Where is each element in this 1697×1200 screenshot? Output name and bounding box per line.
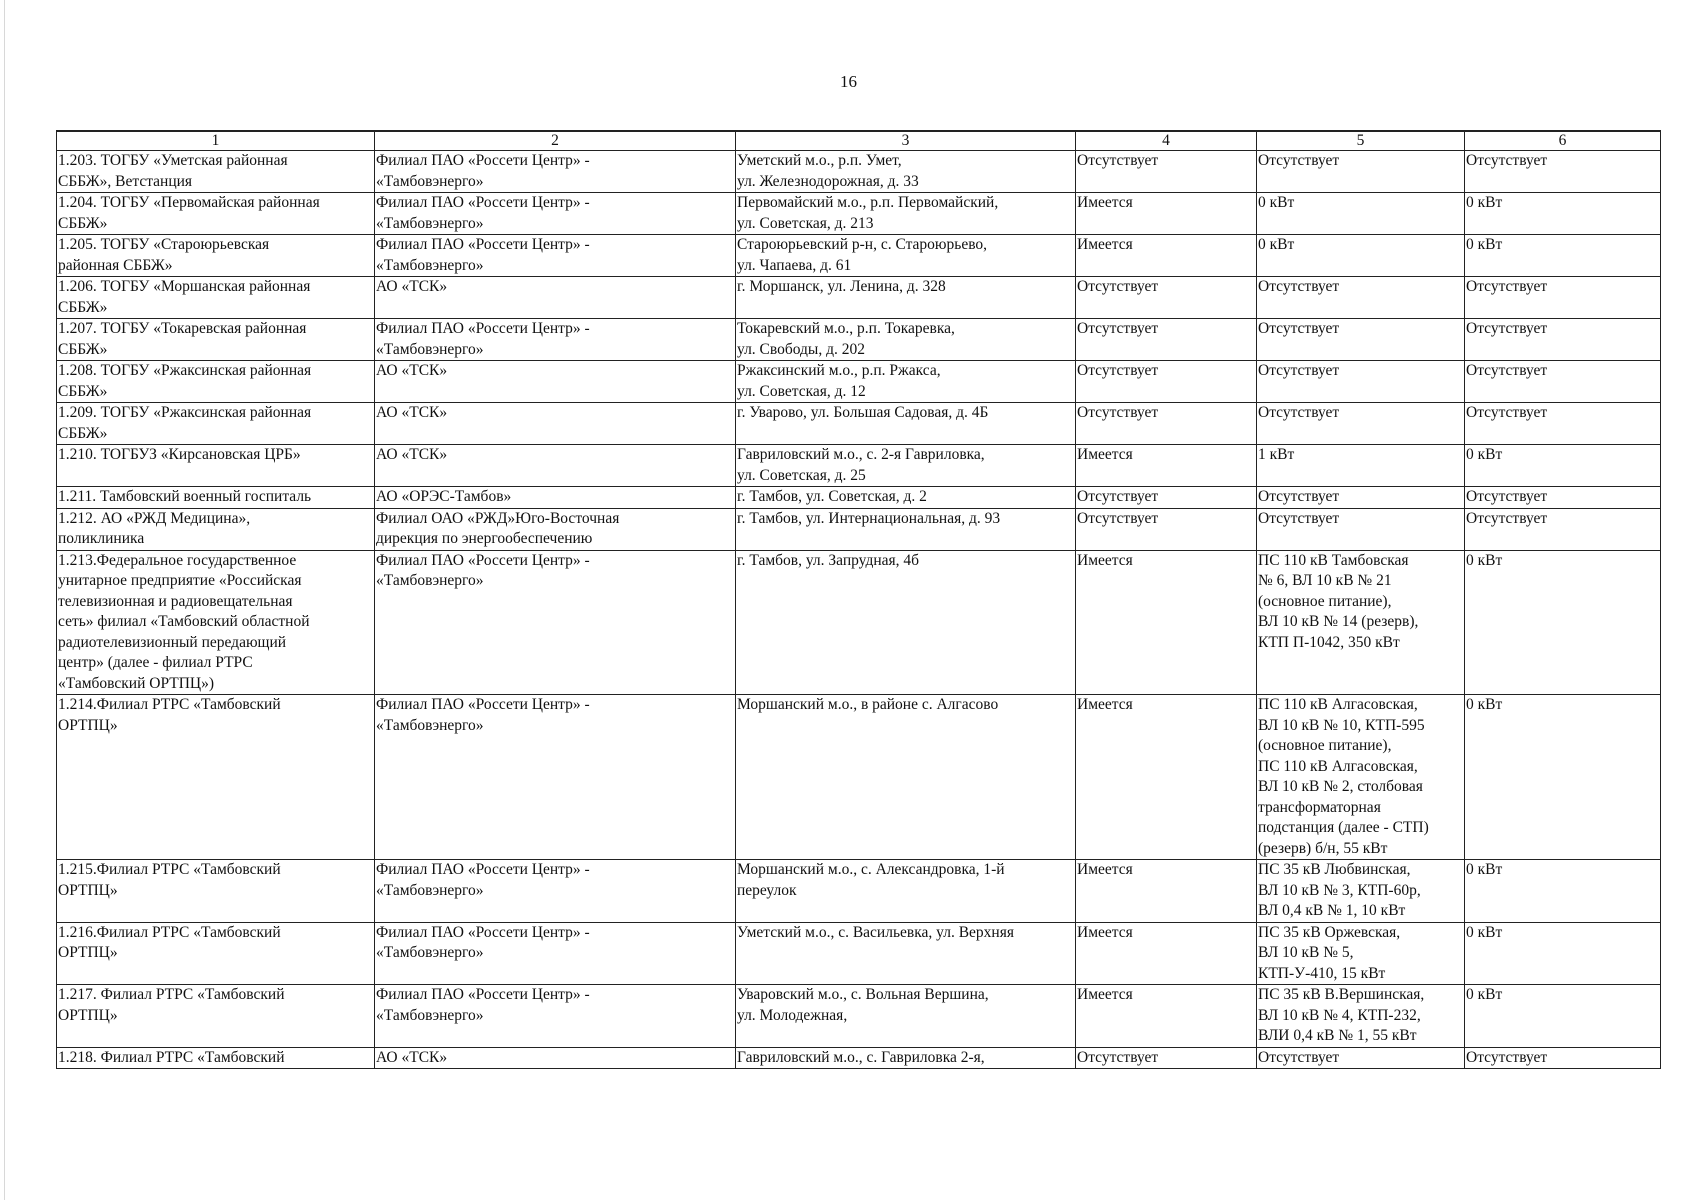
table-row bbox=[57, 922, 1661, 985]
cell-line: 1.209. ТОГБУ «Ржаксинская районная bbox=[58, 404, 312, 421]
cell-line: Имеется bbox=[1077, 446, 1133, 463]
cell-line: ПС 35 кВ Оржевская, bbox=[1258, 923, 1401, 941]
cell-line: Староюрьевский р-н, с. Староюрьево, bbox=[737, 236, 988, 253]
facility-name-cell bbox=[57, 319, 375, 361]
cell-line: «Тамбовэнерго» bbox=[376, 256, 484, 274]
cell-line: Имеется bbox=[1077, 986, 1133, 1003]
address-cell bbox=[736, 1047, 1076, 1069]
facility-name-cell bbox=[57, 487, 375, 509]
grid-company-cell bbox=[375, 319, 736, 361]
table-row bbox=[57, 277, 1661, 319]
cell-line: (основное питание), bbox=[1258, 737, 1392, 754]
table-row bbox=[57, 1047, 1661, 1069]
facility-name-cell bbox=[57, 235, 375, 277]
table-header-row bbox=[57, 131, 1661, 151]
cell-line: ВЛ 10 кВ № 10, КТП-595 bbox=[1258, 716, 1425, 734]
address-cell bbox=[736, 985, 1076, 1048]
reserve-power-cell bbox=[1465, 361, 1661, 403]
table-row bbox=[57, 550, 1661, 695]
cell-line: подстанция (далее - СТП) bbox=[1258, 819, 1429, 836]
cell-line: АО «ТСК» bbox=[376, 404, 448, 421]
cell-line: Отсутствует bbox=[1466, 1048, 1548, 1066]
cell-line: Отсутствует bbox=[1258, 488, 1340, 505]
column-header-1: 1 bbox=[57, 131, 375, 151]
cell-line: Отсутствует bbox=[1258, 152, 1340, 169]
address-cell bbox=[736, 445, 1076, 487]
cell-line: ВЛ 10 кВ № 14 (резерв), bbox=[1258, 613, 1419, 630]
grid-company-cell bbox=[375, 985, 736, 1048]
cell-line: СББЖ» bbox=[58, 340, 108, 358]
cell-line: «Тамбовский ОРТПЦ») bbox=[58, 674, 215, 692]
cell-line: Отсутствует bbox=[1077, 320, 1159, 337]
table-row bbox=[57, 985, 1661, 1048]
cell-line: Филиал ПАО «Россети Центр» - bbox=[376, 551, 590, 569]
grid-company-cell bbox=[375, 361, 736, 403]
cell-line: Филиал ПАО «Россети Центр» - bbox=[376, 986, 590, 1003]
cell-line: «Тамбовэнерго» bbox=[376, 716, 484, 734]
facility-name-cell bbox=[57, 550, 375, 695]
table-row bbox=[57, 508, 1661, 550]
cell-line: ВЛ 0,4 кВ № 1, 10 кВт bbox=[1258, 902, 1406, 919]
cell-line: ул. Советская, д. 213 bbox=[737, 214, 874, 232]
cell-line: дирекция по энергообеспечению bbox=[376, 530, 593, 547]
address-cell bbox=[736, 277, 1076, 319]
cell-line: 0 кВт bbox=[1466, 551, 1503, 569]
cell-line: Имеется bbox=[1077, 194, 1133, 211]
cell-line: 0 кВт bbox=[1466, 923, 1503, 941]
cell-line: Отсутствует bbox=[1466, 320, 1548, 337]
cell-line: ул. Советская, д. 12 bbox=[737, 382, 866, 400]
cell-line: ул. Железнодорожная, д. 33 bbox=[737, 172, 919, 190]
cell-line: КТП-У-410, 15 кВт bbox=[1258, 964, 1386, 982]
cell-line: ОРТПЦ» bbox=[58, 944, 118, 961]
cell-line: (резерв) б/н, 55 кВт bbox=[1258, 839, 1388, 857]
cell-line: Отсутствует bbox=[1258, 404, 1340, 421]
availability-cell bbox=[1076, 1047, 1257, 1069]
cell-line: 1.205. ТОГБУ «Староюрьевская bbox=[58, 236, 270, 253]
power-source-cell bbox=[1257, 235, 1465, 277]
cell-line: ул. Молодежная, bbox=[737, 1006, 848, 1024]
cell-line: Гавриловский м.о., с. Гавриловка 2-я, bbox=[737, 1048, 985, 1066]
cell-line: ОРТПЦ» bbox=[58, 881, 118, 899]
cell-line: АО «ТСК» bbox=[376, 446, 448, 463]
availability-cell bbox=[1076, 361, 1257, 403]
cell-line: Имеется bbox=[1077, 861, 1133, 878]
grid-company-cell bbox=[375, 235, 736, 277]
table-row bbox=[57, 403, 1661, 445]
facility-name-cell bbox=[57, 193, 375, 235]
data-table bbox=[56, 130, 1661, 1069]
cell-line: Отсутствует bbox=[1258, 278, 1340, 295]
cell-line: 0 кВт bbox=[1466, 446, 1503, 463]
cell-line: 1.212. АО «РЖД Медицина», bbox=[58, 509, 251, 527]
cell-line: Отсутствует bbox=[1466, 362, 1548, 379]
address-cell bbox=[736, 403, 1076, 445]
cell-line: Моршанский м.о., с. Александровка, 1-й bbox=[737, 861, 1005, 878]
cell-line: 0 кВт bbox=[1466, 986, 1503, 1003]
facility-name-cell bbox=[57, 277, 375, 319]
power-source-cell bbox=[1257, 403, 1465, 445]
cell-line: ВЛ 10 кВ № 5, bbox=[1258, 944, 1354, 961]
reserve-power-cell bbox=[1465, 1047, 1661, 1069]
cell-line: унитарное предприятие «Российская bbox=[58, 572, 302, 589]
availability-cell bbox=[1076, 403, 1257, 445]
cell-line: радиотелевизионный передающий bbox=[58, 633, 287, 651]
cell-line: СББЖ» bbox=[58, 298, 108, 316]
availability-cell bbox=[1076, 508, 1257, 550]
cell-line: «Тамбовэнерго» bbox=[376, 172, 484, 190]
cell-line: поликлиника bbox=[58, 530, 145, 547]
cell-line: Имеется bbox=[1077, 551, 1133, 569]
cell-line: КТП П-1042, 350 кВт bbox=[1258, 633, 1400, 651]
cell-line: Филиал ПАО «Россети Центр» - bbox=[376, 923, 590, 941]
cell-line: Отсутствует bbox=[1077, 1048, 1159, 1066]
cell-line: «Тамбовэнерго» bbox=[376, 881, 484, 899]
cell-line: г. Тамбов, ул. Советская, д. 2 bbox=[737, 488, 927, 505]
cell-line: 1.215.Филиал РТРС «Тамбовский bbox=[58, 861, 281, 878]
cell-line: АО «ТСК» bbox=[376, 278, 448, 295]
facility-name-cell bbox=[57, 1047, 375, 1069]
address-cell bbox=[736, 550, 1076, 695]
cell-line: 1.211. Тамбовский военный госпиталь bbox=[58, 488, 312, 505]
column-header-5: 5 bbox=[1257, 131, 1465, 151]
cell-line: 1.208. ТОГБУ «Ржаксинская районная bbox=[58, 362, 312, 379]
cell-line: районная СББЖ» bbox=[58, 256, 173, 274]
cell-line: «Тамбовэнерго» bbox=[376, 572, 484, 589]
cell-line: ПС 35 кВ В.Вершинская, bbox=[1258, 986, 1425, 1003]
cell-line: «Тамбовэнерго» bbox=[376, 944, 484, 961]
facility-name-cell bbox=[57, 403, 375, 445]
cell-line: Отсутствует bbox=[1077, 278, 1159, 295]
cell-line: Моршанский м.о., в районе с. Алгасово bbox=[737, 696, 999, 713]
reserve-power-cell bbox=[1465, 151, 1661, 193]
address-cell bbox=[736, 361, 1076, 403]
cell-line: Уваровский м.о., с. Вольная Вершина, bbox=[737, 986, 989, 1003]
grid-company-cell bbox=[375, 550, 736, 695]
facility-name-cell bbox=[57, 445, 375, 487]
power-source-cell bbox=[1257, 151, 1465, 193]
cell-line: ОРТПЦ» bbox=[58, 1006, 118, 1024]
availability-cell bbox=[1076, 235, 1257, 277]
reserve-power-cell bbox=[1465, 487, 1661, 509]
cell-line: Отсутствует bbox=[1077, 509, 1159, 527]
reserve-power-cell bbox=[1465, 193, 1661, 235]
grid-company-cell bbox=[375, 277, 736, 319]
cell-line: центр» (далее - филиал РТРС bbox=[58, 654, 253, 671]
cell-line: 1.216.Филиал РТРС «Тамбовский bbox=[58, 923, 281, 941]
cell-line: 0 кВт bbox=[1466, 194, 1503, 211]
cell-line: ОРТПЦ» bbox=[58, 716, 118, 734]
cell-line: г. Моршанск, ул. Ленина, д. 328 bbox=[737, 278, 946, 295]
cell-line: СББЖ» bbox=[58, 424, 108, 442]
cell-line: Первомайский м.о., р.п. Первомайский, bbox=[737, 194, 999, 211]
address-cell bbox=[736, 193, 1076, 235]
facility-name-cell bbox=[57, 860, 375, 923]
cell-line: СББЖ» bbox=[58, 382, 108, 400]
reserve-power-cell bbox=[1465, 277, 1661, 319]
cell-line: ВЛИ 0,4 кВ № 1, 55 кВт bbox=[1258, 1027, 1417, 1044]
cell-line: 1.218. Филиал РТРС «Тамбовский bbox=[58, 1048, 285, 1066]
cell-line: Филиал ПАО «Россети Центр» - bbox=[376, 320, 590, 337]
cell-line: 1 кВт bbox=[1258, 446, 1295, 463]
cell-line: 1.204. ТОГБУ «Первомайская районная bbox=[58, 194, 320, 211]
cell-line: г. Тамбов, ул. Запрудная, 4б bbox=[737, 551, 920, 569]
grid-company-cell bbox=[375, 860, 736, 923]
availability-cell bbox=[1076, 550, 1257, 695]
page-number: 16 bbox=[840, 72, 857, 91]
cell-line: Филиал ОАО «РЖД»Юго-Восточная bbox=[376, 509, 620, 527]
grid-company-cell bbox=[375, 1047, 736, 1069]
reserve-power-cell bbox=[1465, 445, 1661, 487]
cell-line: ул. Советская, д. 25 bbox=[737, 466, 866, 484]
cell-line: «Тамбовэнерго» bbox=[376, 214, 484, 232]
cell-line: 1.217. Филиал РТРС «Тамбовский bbox=[58, 986, 285, 1003]
cell-line: Филиал ПАО «Россети Центр» - bbox=[376, 861, 590, 878]
cell-line: телевизионная и радиовещательная bbox=[58, 592, 293, 610]
column-header-3: 3 bbox=[736, 131, 1076, 151]
address-cell bbox=[736, 860, 1076, 923]
cell-line: Уметский м.о., р.п. Умет, bbox=[737, 152, 902, 169]
table-row bbox=[57, 319, 1661, 361]
availability-cell bbox=[1076, 985, 1257, 1048]
cell-line: (основное питание), bbox=[1258, 592, 1392, 610]
cell-line: Отсутствует bbox=[1466, 404, 1548, 421]
availability-cell bbox=[1076, 695, 1257, 860]
power-source-cell bbox=[1257, 860, 1465, 923]
power-source-cell bbox=[1257, 550, 1465, 695]
power-source-cell bbox=[1257, 487, 1465, 509]
cell-line: Имеется bbox=[1077, 236, 1133, 253]
cell-line: Уметский м.о., с. Васильевка, ул. Верхняя bbox=[737, 923, 1014, 941]
cell-line: 1.207. ТОГБУ «Токаревская районная bbox=[58, 320, 307, 337]
column-header-6: 6 bbox=[1465, 131, 1661, 151]
cell-line: Отсутствует bbox=[1466, 488, 1548, 505]
address-cell bbox=[736, 319, 1076, 361]
facility-name-cell bbox=[57, 151, 375, 193]
facility-name-cell bbox=[57, 922, 375, 985]
reserve-power-cell bbox=[1465, 550, 1661, 695]
address-cell bbox=[736, 695, 1076, 860]
cell-line: Филиал ПАО «Россети Центр» - bbox=[376, 696, 590, 713]
cell-line: ВЛ 10 кВ № 4, КТП-232, bbox=[1258, 1006, 1421, 1024]
cell-line: 1.213.Федеральное государственное bbox=[58, 551, 297, 569]
power-source-cell bbox=[1257, 445, 1465, 487]
cell-line: Имеется bbox=[1077, 923, 1133, 941]
cell-line: Филиал ПАО «Россети Центр» - bbox=[376, 236, 590, 253]
grid-company-cell bbox=[375, 695, 736, 860]
cell-line: Отсутствует bbox=[1077, 404, 1159, 421]
power-source-cell bbox=[1257, 361, 1465, 403]
cell-line: АО «ТСК» bbox=[376, 1048, 448, 1066]
cell-line: 0 кВт bbox=[1466, 696, 1503, 713]
cell-line: 1.214.Филиал РТРС «Тамбовский bbox=[58, 696, 281, 713]
table-row bbox=[57, 445, 1661, 487]
reserve-power-cell bbox=[1465, 508, 1661, 550]
table-row bbox=[57, 193, 1661, 235]
cell-line: 0 кВт bbox=[1258, 194, 1295, 211]
address-cell bbox=[736, 235, 1076, 277]
reserve-power-cell bbox=[1465, 695, 1661, 860]
cell-line: «Тамбовэнерго» bbox=[376, 1006, 484, 1024]
table-row bbox=[57, 487, 1661, 509]
column-header-2: 2 bbox=[375, 131, 736, 151]
power-source-cell bbox=[1257, 985, 1465, 1048]
cell-line: Отсутствует bbox=[1466, 278, 1548, 295]
cell-line: 0 кВт bbox=[1466, 861, 1503, 878]
cell-line: Ржаксинский м.о., р.п. Ржакса, bbox=[737, 362, 941, 379]
address-cell bbox=[736, 487, 1076, 509]
cell-line: ПС 110 кВ Тамбовская bbox=[1258, 551, 1409, 569]
cell-line: ПС 110 кВ Алгасовская, bbox=[1258, 757, 1418, 775]
facility-name-cell bbox=[57, 508, 375, 550]
availability-cell bbox=[1076, 487, 1257, 509]
cell-line: 0 кВт bbox=[1466, 236, 1503, 253]
power-source-cell bbox=[1257, 277, 1465, 319]
cell-line: трансформаторная bbox=[1258, 798, 1381, 816]
cell-line: «Тамбовэнерго» bbox=[376, 340, 484, 358]
cell-line: 1.210. ТОГБУЗ «Кирсановская ЦРБ» bbox=[58, 446, 301, 463]
power-source-cell bbox=[1257, 319, 1465, 361]
column-header-4: 4 bbox=[1076, 131, 1257, 151]
cell-line: АО «ТСК» bbox=[376, 362, 448, 379]
cell-line: Отсутствует bbox=[1466, 509, 1548, 527]
cell-line: 1.206. ТОГБУ «Моршанская районная bbox=[58, 278, 311, 295]
grid-company-cell bbox=[375, 508, 736, 550]
cell-line: ПС 110 кВ Алгасовская, bbox=[1258, 696, 1418, 713]
facility-name-cell bbox=[57, 695, 375, 860]
reserve-power-cell bbox=[1465, 235, 1661, 277]
grid-company-cell bbox=[375, 487, 736, 509]
power-source-cell bbox=[1257, 508, 1465, 550]
scan-margin-line bbox=[4, 0, 5, 1200]
cell-line: Отсутствует bbox=[1077, 152, 1159, 169]
table-row bbox=[57, 151, 1661, 193]
availability-cell bbox=[1076, 319, 1257, 361]
power-source-cell bbox=[1257, 193, 1465, 235]
cell-line: Отсутствует bbox=[1258, 1048, 1340, 1066]
grid-company-cell bbox=[375, 922, 736, 985]
reserve-power-cell bbox=[1465, 922, 1661, 985]
cell-line: сеть» филиал «Тамбовский областной bbox=[58, 613, 310, 630]
address-cell bbox=[736, 508, 1076, 550]
cell-line: Отсутствует bbox=[1258, 320, 1340, 337]
cell-line: переулок bbox=[737, 881, 797, 899]
cell-line: № 6, ВЛ 10 кВ № 21 bbox=[1258, 572, 1392, 589]
cell-line: Филиал ПАО «Россети Центр» - bbox=[376, 194, 590, 211]
grid-company-cell bbox=[375, 403, 736, 445]
address-cell bbox=[736, 922, 1076, 985]
cell-line: г. Уварово, ул. Большая Садовая, д. 4Б bbox=[737, 404, 989, 421]
cell-line: СББЖ», Ветстанция bbox=[58, 172, 193, 190]
cell-line: Отсутствует bbox=[1258, 362, 1340, 379]
cell-line: г. Тамбов, ул. Интернациональная, д. 93 bbox=[737, 509, 1001, 527]
grid-company-cell bbox=[375, 193, 736, 235]
cell-line: ВЛ 10 кВ № 2, столбовая bbox=[1258, 778, 1423, 795]
grid-company-cell bbox=[375, 445, 736, 487]
cell-line: Филиал ПАО «Россети Центр» - bbox=[376, 152, 590, 169]
table-row bbox=[57, 235, 1661, 277]
availability-cell bbox=[1076, 151, 1257, 193]
cell-line: Отсутствует bbox=[1077, 488, 1159, 505]
cell-line: Имеется bbox=[1077, 696, 1133, 713]
availability-cell bbox=[1076, 445, 1257, 487]
cell-line: Отсутствует bbox=[1077, 362, 1159, 379]
reserve-power-cell bbox=[1465, 319, 1661, 361]
address-cell bbox=[736, 151, 1076, 193]
cell-line: ул. Чапаева, д. 61 bbox=[737, 256, 852, 274]
cell-line: Отсутствует bbox=[1258, 509, 1340, 527]
cell-line: СББЖ» bbox=[58, 214, 108, 232]
facility-name-cell bbox=[57, 985, 375, 1048]
cell-line: Гавриловский м.о., с. 2-я Гавриловка, bbox=[737, 446, 985, 463]
facility-name-cell bbox=[57, 361, 375, 403]
table-body bbox=[57, 151, 1661, 1069]
cell-line: АО «ОРЭС-Тамбов» bbox=[376, 488, 512, 505]
power-source-cell bbox=[1257, 695, 1465, 860]
table-row bbox=[57, 695, 1661, 860]
reserve-power-cell bbox=[1465, 403, 1661, 445]
availability-cell bbox=[1076, 922, 1257, 985]
cell-line: 1.203. ТОГБУ «Уметская районная bbox=[58, 152, 288, 169]
table-row bbox=[57, 361, 1661, 403]
cell-line: ВЛ 10 кВ № 3, КТП-60р, bbox=[1258, 881, 1421, 899]
cell-line: Токаревский м.о., р.п. Токаревка, bbox=[737, 320, 955, 337]
reserve-power-cell bbox=[1465, 860, 1661, 923]
availability-cell bbox=[1076, 860, 1257, 923]
cell-line: 0 кВт bbox=[1258, 236, 1295, 253]
reserve-power-cell bbox=[1465, 985, 1661, 1048]
cell-line: ПС 35 кВ Любвинская, bbox=[1258, 861, 1411, 878]
cell-line: Отсутствует bbox=[1466, 152, 1548, 169]
availability-cell bbox=[1076, 193, 1257, 235]
availability-cell bbox=[1076, 277, 1257, 319]
grid-company-cell bbox=[375, 151, 736, 193]
cell-line: ул. Свободы, д. 202 bbox=[737, 340, 865, 358]
power-source-cell bbox=[1257, 1047, 1465, 1069]
power-source-cell bbox=[1257, 922, 1465, 985]
table-row bbox=[57, 860, 1661, 923]
